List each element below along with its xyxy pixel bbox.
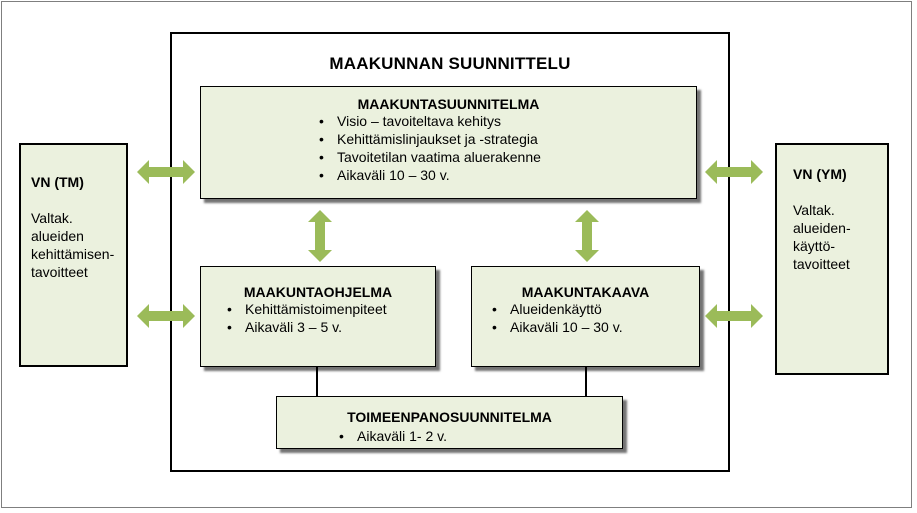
maakuntaohjelma-title: MAAKUNTAOHJELMA	[243, 284, 393, 300]
arrow-left-bottom-icon	[137, 304, 195, 328]
arrow-vertical-kaava-icon	[575, 210, 599, 262]
maakuntakaava-box	[471, 266, 700, 367]
vn-ym-box	[775, 143, 889, 375]
list-item: • Aikaväli 10 – 30 v.	[319, 166, 541, 184]
vn-tm-box	[19, 143, 128, 367]
maakuntakaava-list	[492, 300, 623, 336]
arrow-right-bottom-icon	[705, 304, 763, 328]
arrow-right-top-icon	[705, 160, 763, 184]
maakuntakaava-title: MAAKUNTAKAAVA	[521, 284, 650, 300]
maakuntaohjelma-list	[227, 300, 387, 336]
list-item: • Alueidenkäyttö	[492, 300, 623, 318]
vn-ym-text: Valtak. alueiden- käyttö- tavoitteet	[793, 202, 851, 272]
maakuntasuunnitelma-title: MAAKUNTASUUNNITELMA	[357, 96, 540, 112]
list-item: • Aikaväli 3 – 5 v.	[227, 318, 387, 336]
diagram-title: MAAKUNNAN SUUNNITTELU	[329, 54, 571, 73]
list-item: • Kehittämistoimenpiteet	[227, 300, 387, 318]
vn-tm-text: Valtak. alueiden kehittämisen- tavoitteet	[31, 210, 115, 280]
connector-ohjelma-toimeenpano	[316, 367, 318, 396]
maakuntaohjelma-box	[200, 266, 436, 367]
maakuntasuunnitelma-list	[319, 112, 541, 184]
list-item: • Kehittämislinjaukset ja -strategia	[319, 130, 541, 148]
list-item: • Tavoitetilan vaatima aluerakenne	[319, 148, 541, 166]
toimeenpanosuunnitelma-box	[276, 396, 623, 449]
arrow-vertical-ohjelma-icon	[308, 210, 332, 262]
maakuntasuunnitelma-box	[200, 86, 697, 199]
list-item: • Aikaväli 1- 2 v.	[339, 427, 447, 445]
toimeenpanosuunnitelma-title: TOIMEENPANOSUUNNITELMA	[347, 409, 552, 425]
list-item: • Visio – tavoiteltava kehitys	[319, 112, 541, 130]
vn-ym-title: VN (YM)	[793, 166, 847, 182]
arrow-left-top-icon	[137, 160, 195, 184]
list-item: • Aikaväli 10 – 30 v.	[492, 318, 623, 336]
vn-tm-title: VN (TM)	[31, 174, 84, 190]
toimeenpanosuunnitelma-list	[339, 427, 447, 445]
connector-kaava-toimeenpano	[585, 367, 587, 396]
